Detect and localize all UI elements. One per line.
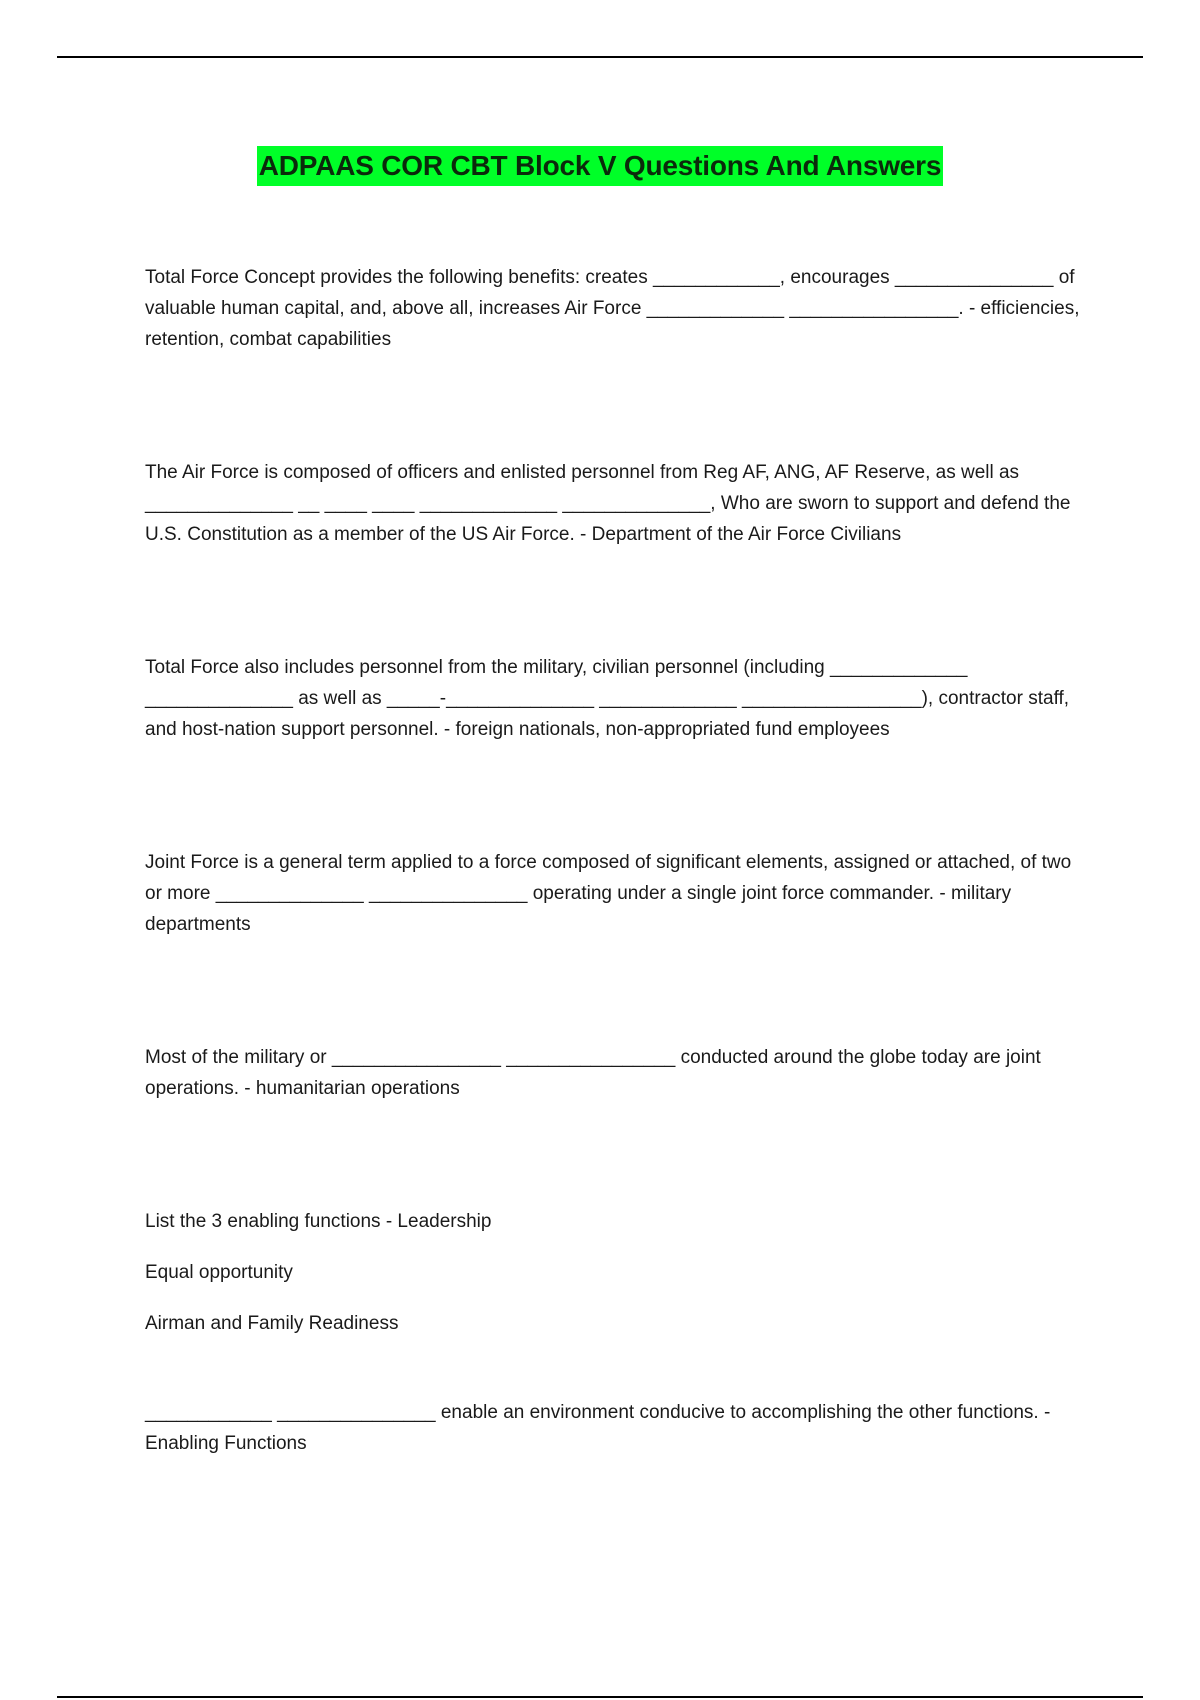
document-body	[145, 262, 1090, 1561]
qa-item	[145, 652, 1090, 745]
qa-text: Most of the military or ________________ ________________ conducted around the globe today are joint operations. - humanitarian operations	[145, 1047, 1041, 1099]
qa-text: Joint Force is a general term applied to a force composed of significant elements, assigned or attached, of two or more ______________ _______________ operating under a single joint force commander. - military departments	[145, 852, 1072, 935]
bottom-rule	[57, 1696, 1143, 1698]
qa-text: ____________ _______________ enable an environment conducive to accomplishing the other functions. - Enabling Functions	[145, 1402, 1051, 1454]
qa-item	[145, 847, 1090, 940]
qa-item	[145, 262, 1090, 355]
qa-text: Total Force also includes personnel from the military, civilian personnel (including _____________ ______________ as well as _____-______________ _____________ _________________), contractor staff, and host-nation support personnel. - foreign nationals, non-appropriated fund employees	[145, 657, 1070, 740]
qa-line: List the 3 enabling functions - Leadership	[145, 1211, 492, 1232]
page-title: ADPAAS COR CBT Block V Questions And Answers	[257, 146, 943, 186]
qa-line: Equal opportunity	[145, 1262, 293, 1283]
qa-line: Airman and Family Readiness	[145, 1313, 399, 1334]
top-rule	[57, 56, 1143, 58]
qa-item-list	[145, 1206, 1090, 1339]
qa-text: Total Force Concept provides the following benefits: creates ____________, encourages _______________ of valuable human capital, and, above all, increases Air Force _____________ ________________. - efficiencies, retention, combat capabilities	[145, 267, 1080, 350]
qa-text: The Air Force is composed of officers and enlisted personnel from Reg AF, ANG, AF Reserve, as well as ______________ __ ____ ____ _____________ ______________, Who are sworn to support and defend the U.S. Constitution as a member of the US Air Force. - Department of the Air Force Civilians	[145, 462, 1071, 545]
qa-item	[145, 457, 1090, 550]
title-wrapper	[0, 146, 1200, 186]
qa-item	[145, 1042, 1090, 1104]
qa-item	[145, 1397, 1090, 1459]
